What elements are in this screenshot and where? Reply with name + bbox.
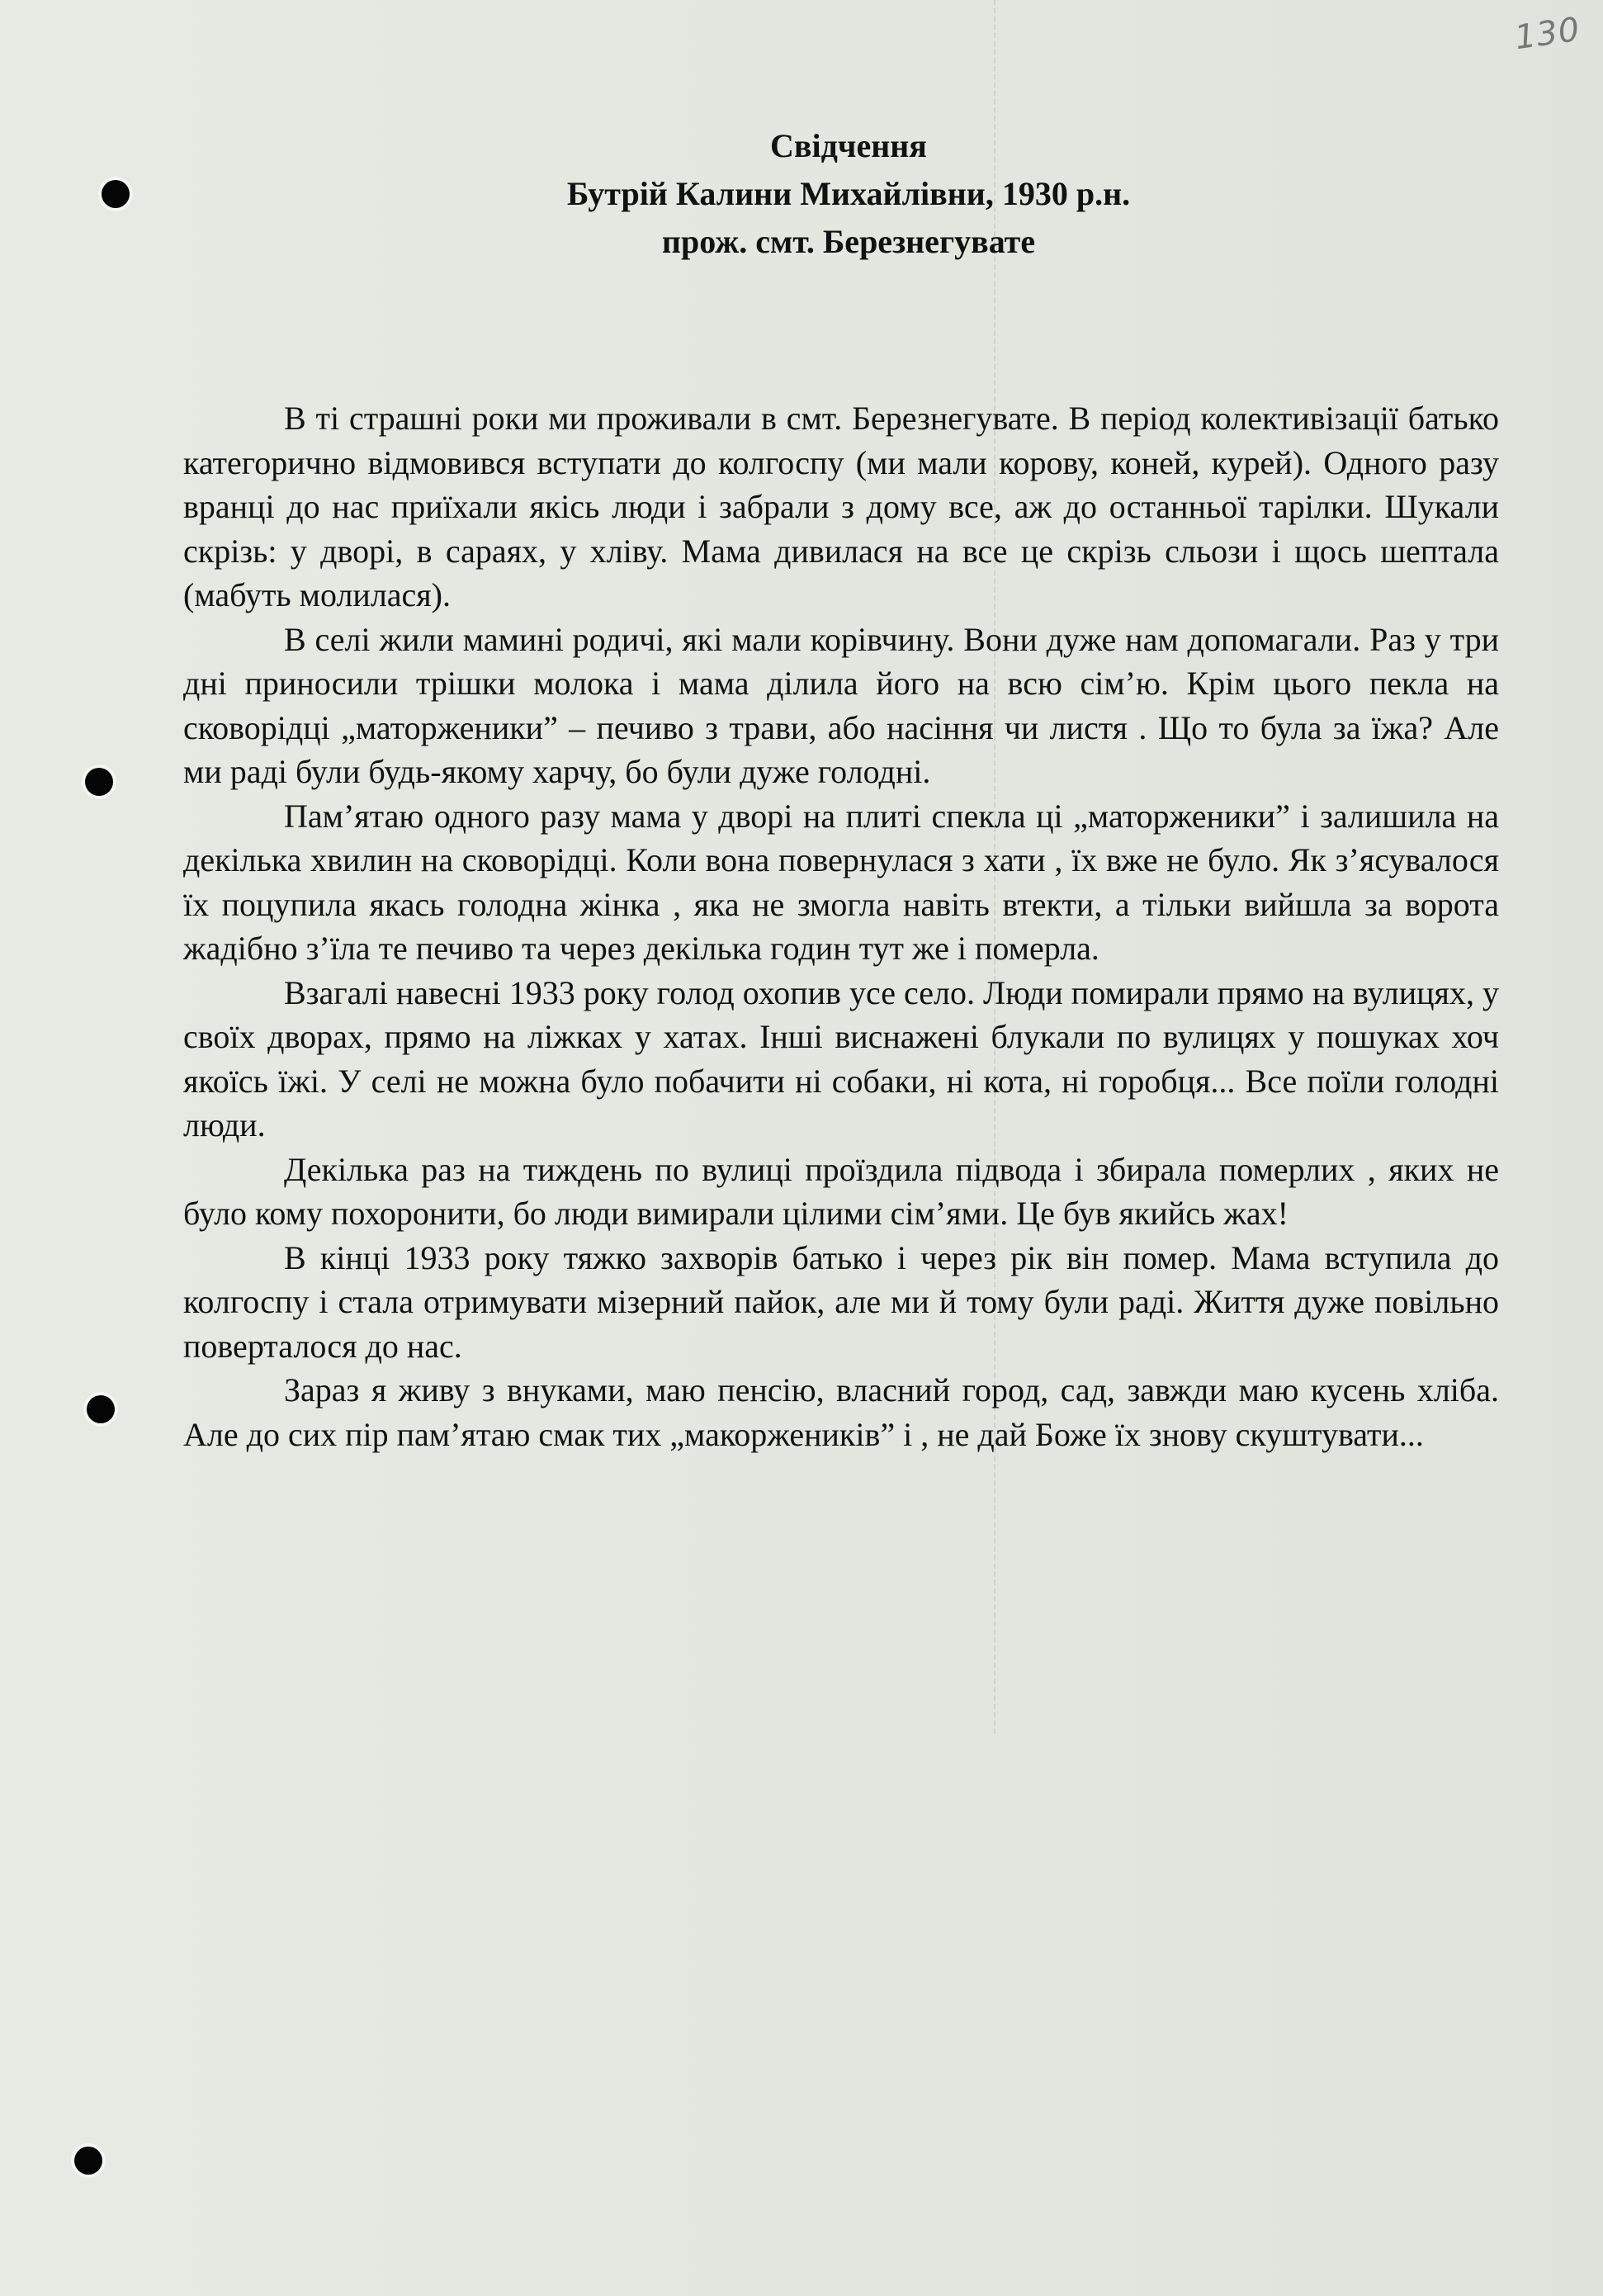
paragraph: В ті страшні роки ми проживали в смт. Березнегувате. В період колективізації батько категорично відмовився вступати до колгоспу (ми мали корову, коней, курей). Одного разу вранці до нас приїхали якісь люди і забрали з дому все, аж до останньої тарілки. Шукали скрізь: у дворі, в сараях, у хліву. Мама дивилася на все це скрізь сльози і щось шептала (мабуть молилася). [183, 400, 1499, 613]
title-heading: Свідчення [770, 127, 927, 164]
punch-hole-icon [87, 1395, 115, 1423]
paragraph: Взагалі навесні 1933 року голод охопив усе село. Люди помирали прямо на вулицях, у своїх дворах, прямо на ліжках у хатах. Інші виснажені блукали по вулицях у пошуках хоч якоїсь їжі. У селі не можна було побачити ні собаки, ні кота, ні горобця... Все поїли голодні люди. [183, 973, 1499, 1143]
paragraph: Декілька раз на тиждень по вулиці проїздила підвода і збирала померлих , яких не було кому похоронити, бо люди вимирали цілими сім’ями. Це був якийсь жах! [183, 1150, 1499, 1232]
document-title [330, 122, 1367, 266]
paragraph: Зараз я живу з внуками, маю пенсію, власний город, сад, завжди маю кусень хліба. Але до сих пір пам’ятаю смак тих „макорженикiв” і , не дай Боже їх знову скуштувати... [183, 1371, 1499, 1453]
paragraph: Пам’ятаю одного разу мама у дворі на плиті спекла ці „маторженики” і залишила на декілька хвилин на сковорідці. Коли вона повернулася з хати , їх вже не було. Як з’ясувалося їх поцупила якась голодна жінка , яка не змогла навіть втекти, а тільки вийшла за ворота жадібно з’їла те печиво та через декілька годин тут же і померла. [183, 797, 1499, 967]
punch-hole-icon [74, 2147, 102, 2175]
punch-hole-icon [85, 768, 113, 796]
paragraph: В кінці 1933 року тяжко захворів батько і через рік він помер. Мама вступила до колгоспу і стала отримувати мізерний пайок, але ми й тому були раді. Життя дуже повільно поверталося до нас. [183, 1238, 1499, 1365]
paragraph: В селі жили мамині родичі, які мали корівчину. Вони дуже нам допомагали. Раз у три дні приносили трішки молока і мама ділила його на всю сім’ю. Крім цього пекла на сковорідці „маторженики” – печиво з трави, або насіння чи листя . Що то була за їжа? Але ми раді були будь-якому харчу, бо були дуже голодні. [183, 620, 1499, 790]
title-residence: прож. смт. Березнегувате [661, 223, 1036, 260]
punch-hole-icon [102, 180, 130, 208]
testimony-body [183, 396, 1499, 1456]
title-witness-name: Бутрій Калини Михайлівни, 1930 р.н. [566, 175, 1131, 212]
handwritten-page-number: 130 [1512, 10, 1583, 58]
